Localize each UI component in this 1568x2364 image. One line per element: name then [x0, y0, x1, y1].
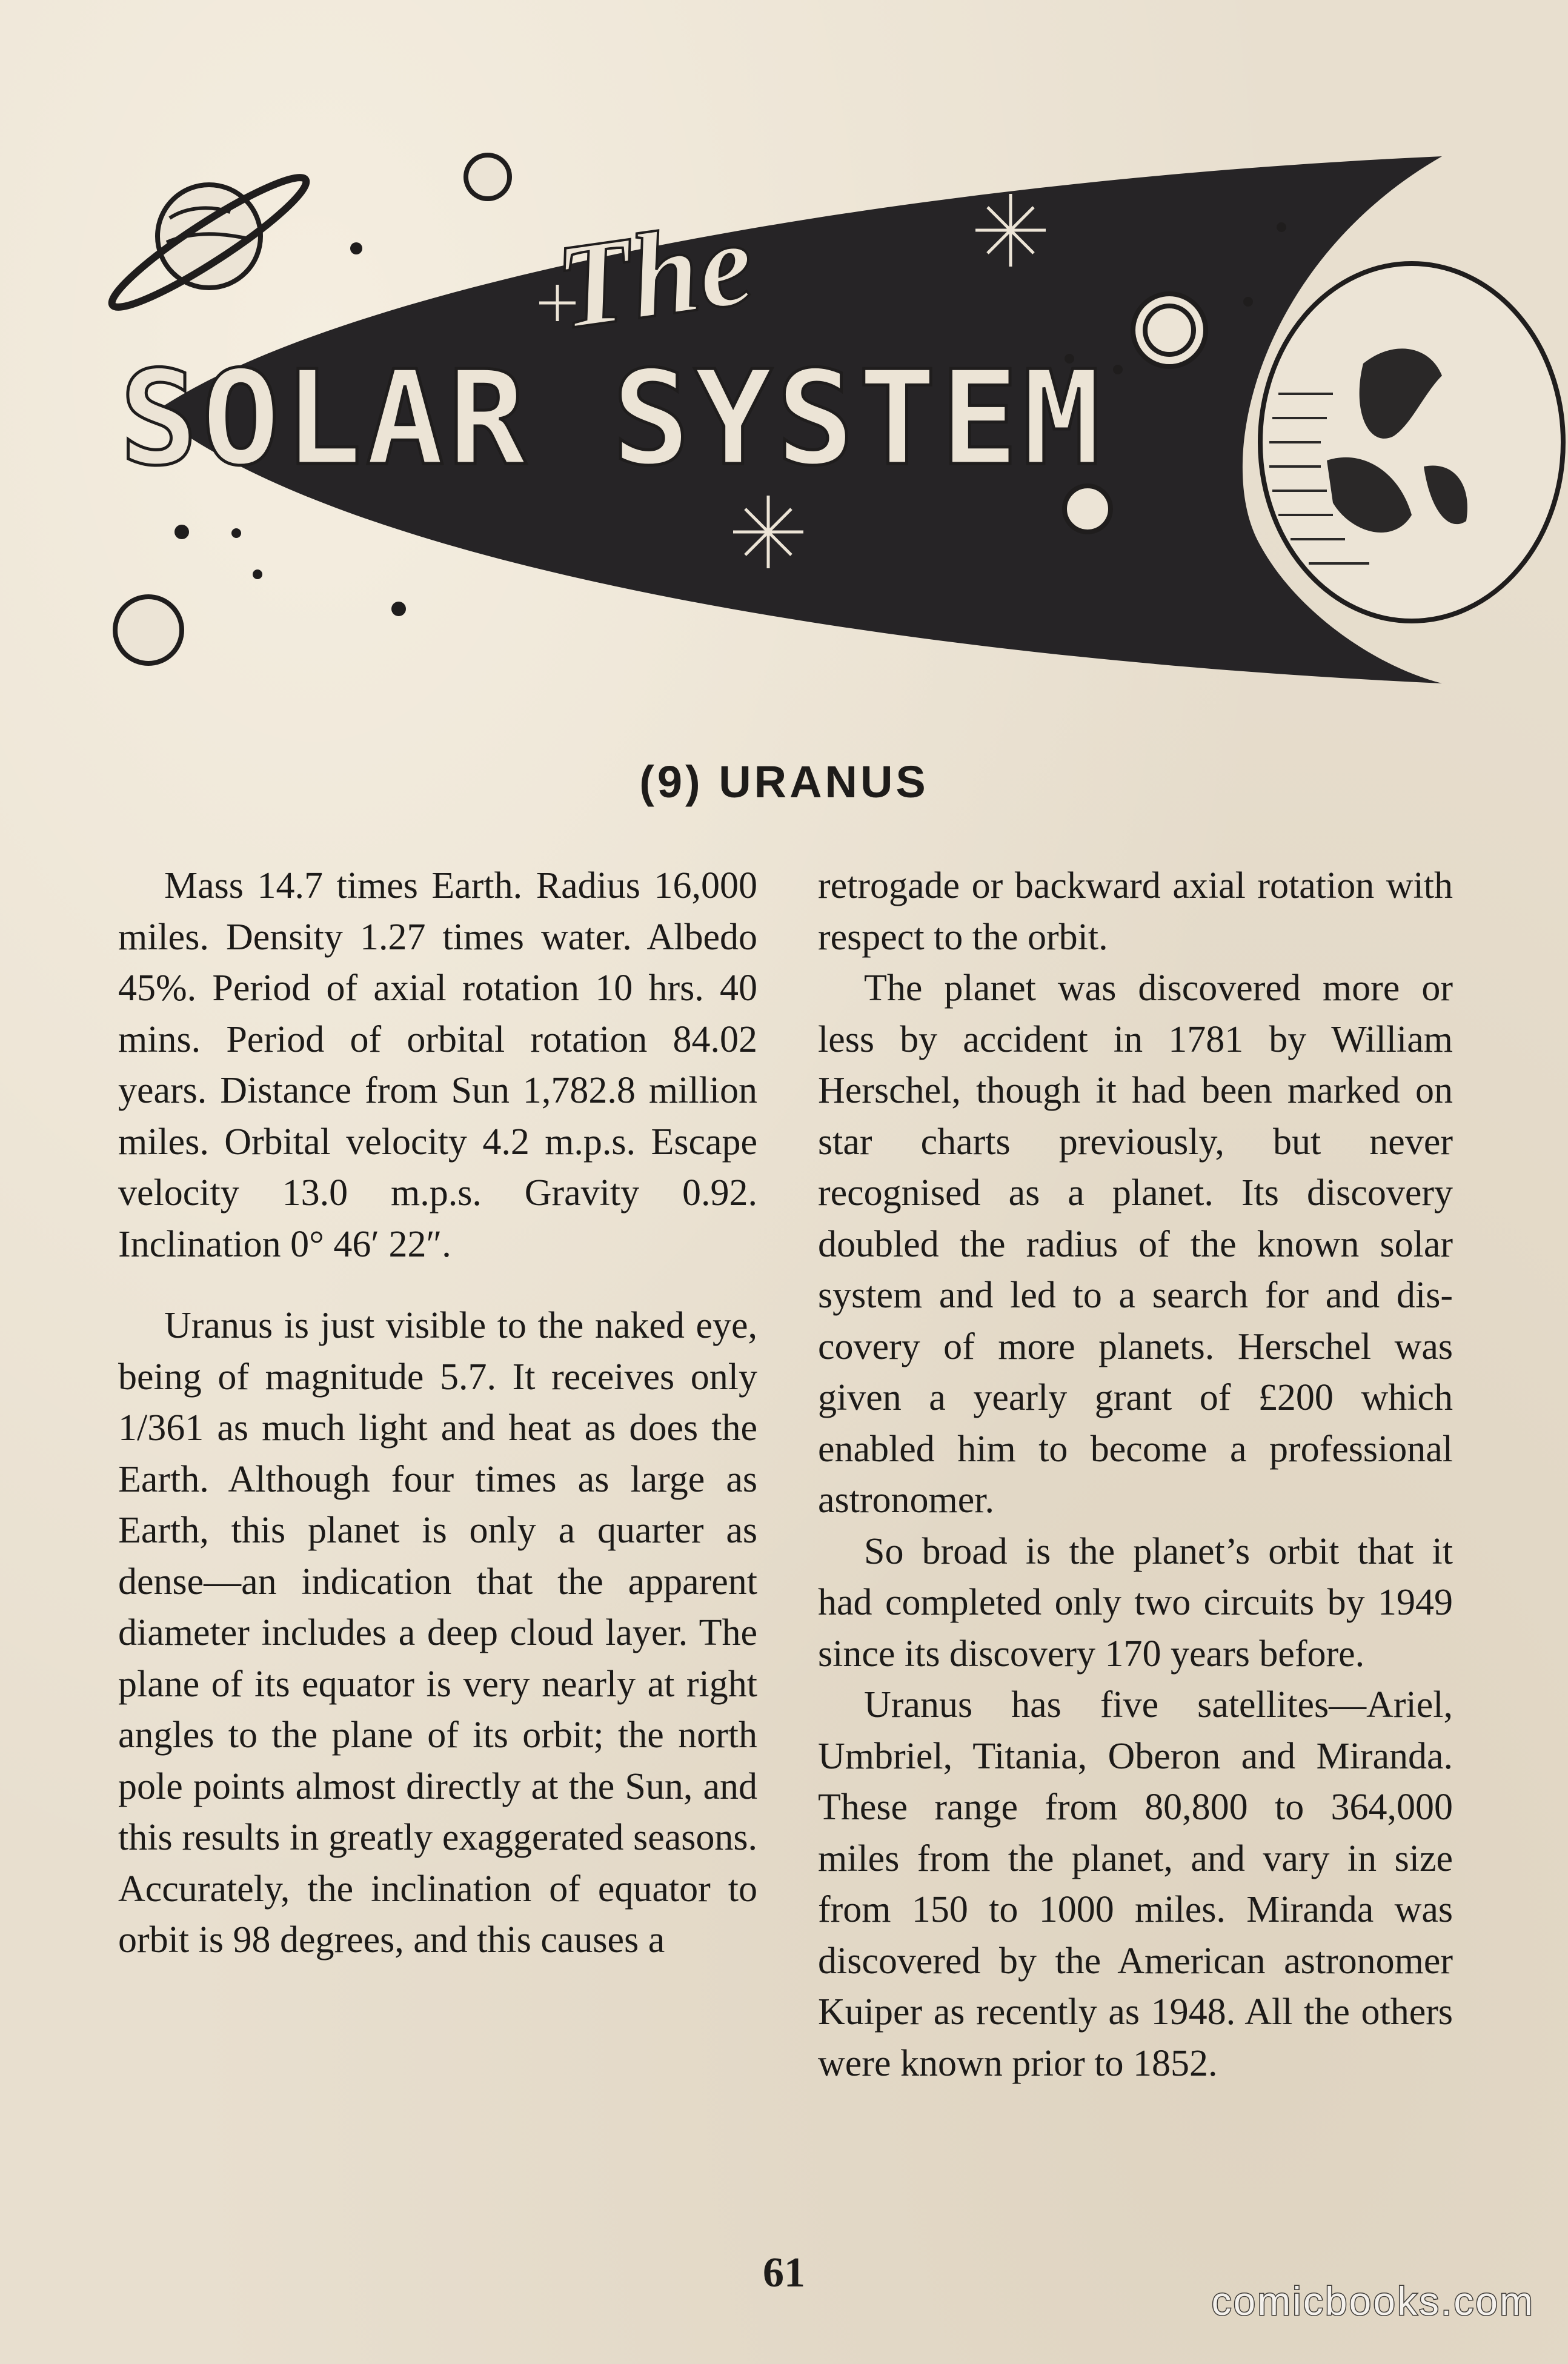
article-heading: (9) URANUS: [639, 757, 929, 807]
banner-title-main: SOLAR SYSTEM: [119, 342, 1105, 494]
solar-system-banner: [0, 0, 1568, 739]
paragraph-stats: Mass 14.7 times Earth. Radius 16,000 miles. Density 1.27 times water. Albedo 45%. Period of axial rotation 10 hrs. 40 mins. Period of orbital rotation 84.02 years. Distance from Sun 1,782.8 million miles. Orbital velocity 4.2 m.p.s. Escape velocity 13.0 m.p.s. Gravity 0.92. Inclination 0° 46′ 22″.: [118, 865, 757, 1265]
paragraph-satellites: Uranus has five satellites—Ariel, Umbriel, Titania, Oberon and Miranda. These range from 80,800 to 364,000 miles from the planet, and vary in size from 150 to 1000 miles. Miranda was discovered by the American astronomer Kuiper as recently as 1948. All the others were known prior to 1852.: [818, 1684, 1453, 2084]
paragraph-orbit: So broad is the planet’s orbit that it had completed only two circuits by 1949 since its discovery 170 years before.: [818, 1530, 1453, 1675]
banner-title-script: The: [548, 195, 761, 355]
earth-icon: [1260, 264, 1563, 621]
page-number: 61: [763, 2249, 805, 2296]
watermark: comicbooks.com: [1211, 2279, 1535, 2323]
paragraph-description: Uranus is just visible to the naked eye, being of magnitude 5.7. It receives only 1/361 as much light and heat as does the Earth. Although four times as large as Earth, this planet is only a quarter as dense—an indication that the apparent diameter includes a deep cloud layer. The plane of its equator is very nearly at right angles to the plane of its orbit; the north pole points almost directly at the Sun, and this results in greatly exaggerated seasons. Accurately, the inclination of equator to orbit is 98 degrees, and this causes a: [118, 1305, 757, 1961]
ringed-planet-icon: [102, 164, 316, 322]
left-column: [118, 860, 757, 1966]
paragraph-discovery: The planet was discovered more or less by accident in 1781 by William Herschel, though it had been marked on star charts previously, but never recognised as a planet. Its discovery doubled the radius of the known solar system and led to a search for and discovery of more planets. Herschel was given a yearly grant of £200 which enabled him to become a professional astronomer.: [818, 968, 1453, 1521]
right-column: [818, 860, 1453, 2089]
paragraph-continued: retrogade or backward axial rotation with respect to the orbit.: [818, 865, 1453, 958]
